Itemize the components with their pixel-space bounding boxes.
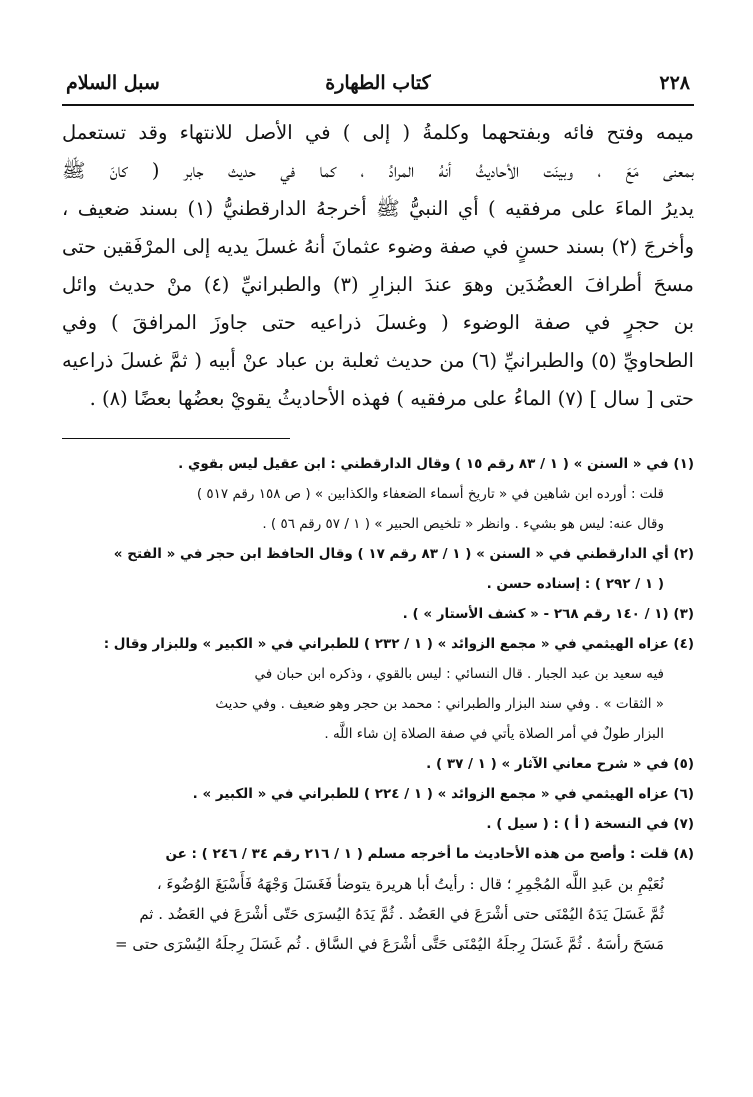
text-line: الطحاويِّ (٥) والطبرانيِّ (٦) من حديث ثعلبة بن عباد عنْ أبيه ( ثمَّ غسلَ ذراعيه bbox=[62, 349, 694, 372]
footnote-line: (٥) في « شرح معاني الآثار » ( ١ / ٣٧ ) . bbox=[426, 756, 694, 772]
text-line: بن حجرٍ في صفة الوضوء ( وغسلَ ذراعيه حتى جاوزَ المرافقَ ) وفي bbox=[62, 311, 694, 334]
text-line: ميمه وفتح فائه وبفتحهما وكلمةُ ( إلى ) في الأصل للانتهاء وقد تستعمل bbox=[62, 121, 694, 144]
text-line: وأخرجَ (٢) بسند حسنٍ في صفة وضوء عثمانَ أنهُ غسلَ يديه إلى المرْفَقين حتى bbox=[62, 235, 695, 258]
book-section-title: كتاب الطهارة bbox=[325, 72, 431, 94]
header-rule bbox=[62, 104, 694, 106]
main-text bbox=[62, 114, 694, 418]
book-title: سبل السلام bbox=[66, 72, 160, 94]
footnote-line: (١) في « السنن » ( ١ / ٨٣ رقم ١٥ ) وقال الدارقطني : ابن عقيل ليس بقوي . bbox=[178, 456, 694, 472]
footnote-line: فيه سعيد بن عبد الجبار . قال النسائي : ليس بالقوي ، وذكره ابن حبان في bbox=[254, 666, 664, 682]
footnote-line: مَسَحَ رأسَهُ . ثُمَّ غَسَلَ رِجلَهُ اليُمْنَى حَتَّى أشْرَعَ في السَّاق . ثُم غَسَلَ رِجلَهُ اليُسْرَى حتى = bbox=[114, 935, 664, 953]
text-line: يديرُ الماءَ على مرفقيه ) أي النبيُّ ﷺ أخرجهُ الدارقطنيُّ (١) بسند ضعيف ، bbox=[62, 197, 694, 220]
footnote-line: قلت : أورده ابن شاهين في « تاريخ أسماء الضعفاء والكذابين » ( ص ١٥٨ رقم ٥١٧ ) bbox=[196, 486, 664, 502]
book-page bbox=[62, 58, 694, 959]
footnote-line: (٦) عزاه الهيثمي في « مجمع الزوائد » ( ١ / ٢٢٤ ) للطبراني في « الكبير » . bbox=[192, 786, 694, 802]
footnote-line: (٢) أي الدارقطني في « السنن » ( ١ / ٨٣ رقم ١٧ ) وقال الحافظ ابن حجر في « الفتح » bbox=[113, 546, 694, 562]
text-line: بمعنى مَعَ ، وبينَت الأحاديثُ أنهُ المرادُ ، كما في حديث جابر ( كانَ ﷺ bbox=[62, 159, 694, 182]
footnote-line: (٤) عزاه الهيثمي في « مجمع الزوائد » ( ١ / ٢٣٢ ) للطبراني في « الكبير » وللبزار وقال : bbox=[103, 636, 694, 652]
footnote-line: (٣) (١ / ١٤٠ رقم ٢٦٨ - « كشف الأستار » ) . bbox=[402, 606, 694, 622]
footnotes bbox=[62, 449, 694, 959]
text-line: مسحَ أطرافَ العضُدَين وهوَ عندَ البزارِ (٣) والطبرانيِّ (٤) منْ حديث وائل bbox=[62, 273, 694, 296]
footnote-line: وقال عنه: ليس هو بشيء . وانظر « تلخيص الحبير » ( ١ / ٥٧ رقم ٥٦ ) . bbox=[262, 516, 664, 532]
footnote-line: (٧) في النسخة ( أ ) : ( سيل ) . bbox=[486, 816, 694, 832]
footnote-line: البزار طولٌ في أمر الصلاة يأتي في صفة الصلاة إن شاء اللَّه . bbox=[324, 726, 664, 742]
footnote-separator bbox=[62, 438, 290, 439]
footnote-line: (٨) قلت : وأصح من هذه الأحاديث ما أخرجه مسلم ( ١ / ٢١٦ رقم ٣٤ / ٢٤٦ ) : عن bbox=[165, 846, 694, 862]
page-number: ٢٢٨ bbox=[659, 72, 690, 94]
page-header bbox=[62, 58, 694, 102]
footnote-line: ثُمَّ غَسَلَ يَدَهُ اليُمْنَى حتى أشْرَعَ في العَضُد . ثُمَّ يَدَهُ اليُسرَى حَتّى أشْرَعَ في العَضُد . ثم bbox=[139, 905, 664, 923]
text-line: حتى [ سال ] (٧) الماءُ على مرفقيه ) فهذه الأحاديثُ يقويْ بعضُها بعضًا (٨) . bbox=[89, 387, 694, 410]
footnote-line: ( ١ / ٢٩٢ ) : إسناده حسن . bbox=[486, 576, 664, 592]
footnote-line: « الثقات » . وفي سند البزار والطبراني : محمد بن حجر وهو ضعيف . وفي حديث bbox=[215, 696, 664, 712]
footnote-line: نُعَيْمِ بن عَبدِ اللَّه المُجْمِرِ ؛ قال : رأيتُ أبا هريرة يتوضأ فَغَسَلَ وَجْهَهُ فَأَسْبَغَ الوُضُوءَ ، bbox=[156, 875, 664, 893]
